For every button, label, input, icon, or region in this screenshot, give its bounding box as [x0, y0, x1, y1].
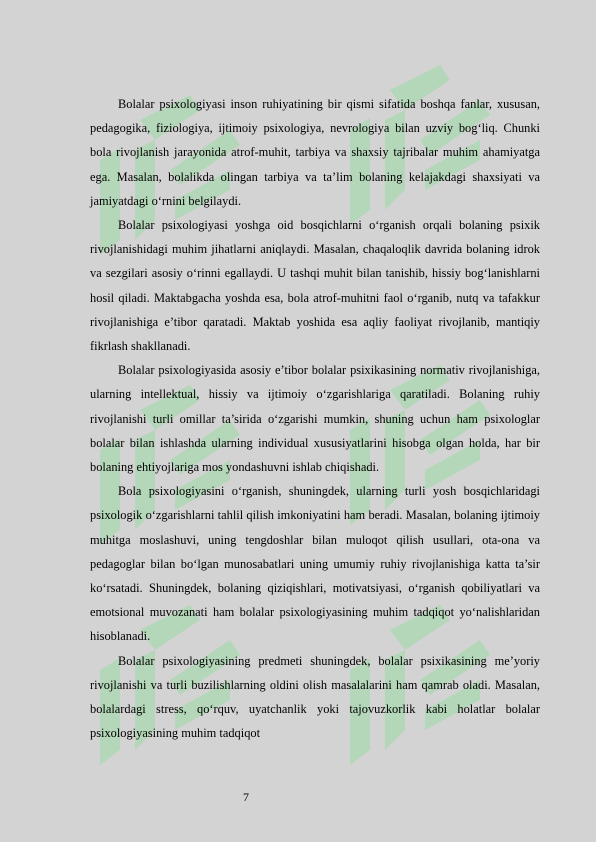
paragraph: Bolalar psixologiyasi yoshga oid bosqichlarni o‘rganish orqali bolaning psixik rivojlanishidagi muhim jihatlarni aniqlaydi. Masalan, chaqaloqlik davrida bolaning idrok va sezgilari asosiy o‘rinni egallaydi. U tashqi muhit bilan tanishib, hissiy bog‘lanishlarni hosil qiladi. Maktabgacha yoshda esa, bola atrof-muhitni faol o‘rganib, nutq va tafakkur rivojlanishiga e’tibor qaratadi. Maktab yoshida esa aqliy faoliyat rivojlanib, mantiqiy fikrlash shakllanadi.: [90, 218, 540, 354]
paragraph: Bolalar psixologiyasida asosiy e’tibor bolalar psixikasining normativ rivojlanishiga, ularning intellektual, hissiy va ijtimoiy o‘zgarishlariga qaratiladi. Bolaning ruhiy rivojlanishi turli omillar ta’sirida o‘zgarishi mumkin, shuning uchun ham psixologlar bolalar bilan ishlashda ularning individual xususiyatlarini hisobga olgan holda, har bir bolaning ehtiyojlariga mos yondashuvni ishlab chiqishadi.: [90, 363, 540, 475]
paragraph: Bola psixologiyasini o‘rganish, shuningdek, ularning turli yosh bosqichlaridagi psixologik o‘zgarishlarni tahlil qilish imkoniyatini ham beradi. Masalan, bolaning ijtimoiy muhitga moslashuvi, uning tengdoshlar bilan muloqot qilish usullari, ota-ona va pedagoglar bilan bo‘lgan munosabatlari uning umumiy ruhiy rivojlanishiga katta ta’sir ko‘rsatadi. Shuningdek, bolaning qiziqishlari, motivatsiyasi, o‘rganish qobiliyatlari va emotsional muvozanati ham bolalar psixologiyasining muhim tadqiqot yo‘nalishlaridan hisoblanadi.: [90, 484, 540, 644]
paragraph: Bolalar psixologiyasi inson ruhiyatining bir qismi sifatida boshqa fanlar, xususan, pedagogika, fiziologiya, ijtimoiy psixologiya, nevrologiya bilan uzviy bog‘liq. Chunki bola rivojlanish jarayonida atrof-muhit, tarbiya va shaxsiy tajribalar muhim ahamiyatga ega. Masalan, bolalikda olingan tarbiya va ta’lim bolaning kelajakdagi shaxsiyati va jamiyatdagi o‘rnini belgilaydi.: [90, 97, 540, 208]
document-body: [90, 92, 540, 745]
paragraph: Bolalar psixologiyasining predmeti shuningdek, bolalar psixikasining me’yoriy rivojlanishi va turli buzilishlarning oldini olish masalalarini ham qamrab oladi. Masalan, bolalardagi stress, qo‘rquv, uyatchanlik yoki tajovuzkorlik kabi holatlar bolalar psixologiyasining muhim tadqiqot: [90, 653, 540, 741]
page-number: 7: [243, 790, 249, 804]
